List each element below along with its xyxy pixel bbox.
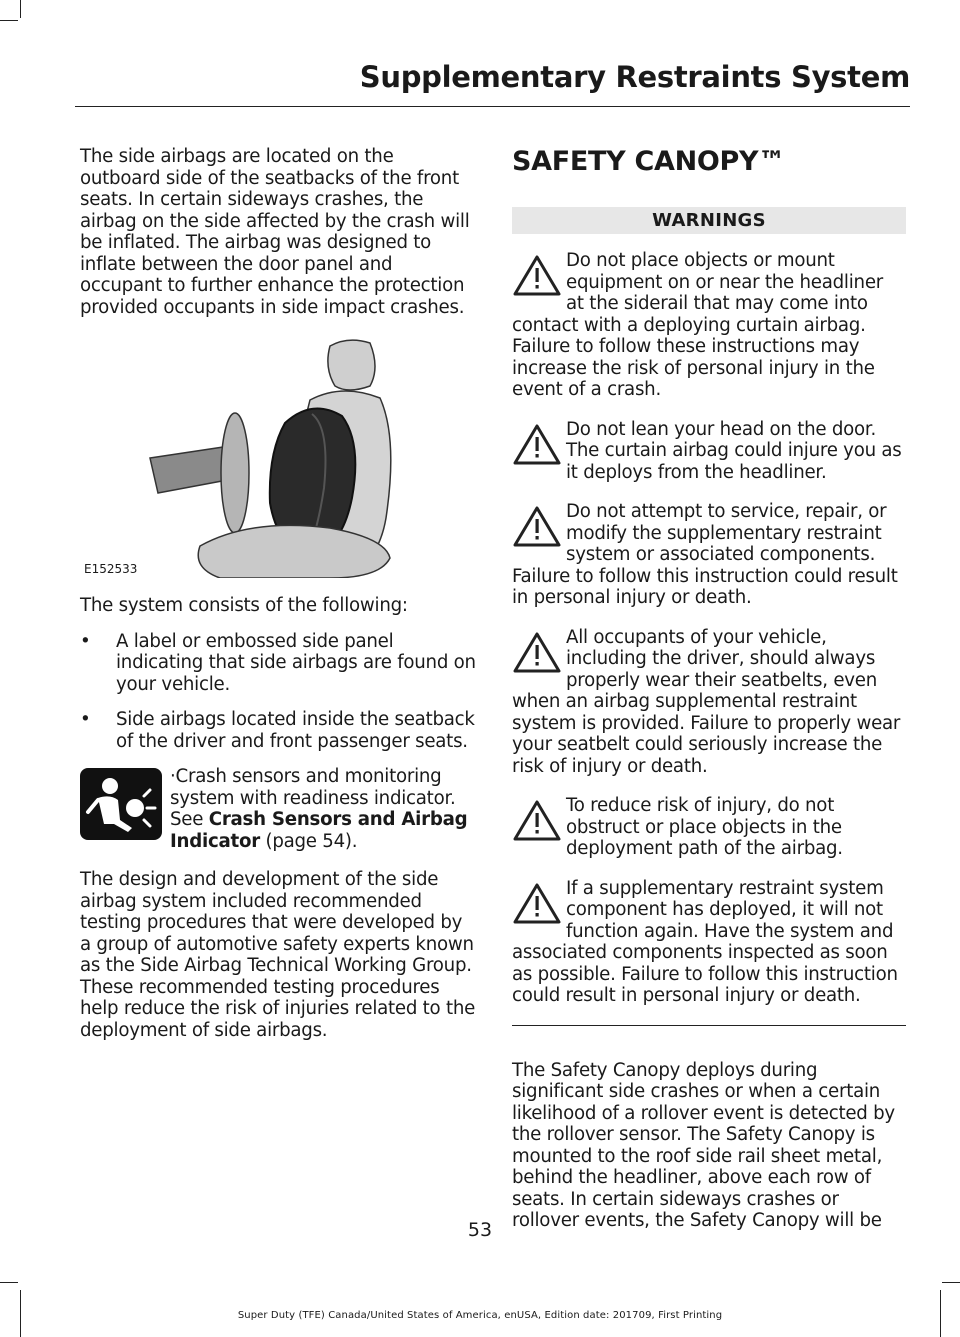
warning-item: Do not attempt to service, repair, or modify the supplementary restraint system or associated components. Failure to follow this instruction could result in personal injury or death. <box>512 501 898 608</box>
figure-code: E152533 <box>84 562 138 576</box>
intro-paragraph: The side airbags are located on the outboard side of the seatbacks of the front seats. In certain sideways crashes, the airbag on the side affected by the crash will be inflated. The airbag was designed to inflate between the door panel and occupant to further enhance the protection provided occupants in side impact crashes. <box>80 146 470 318</box>
page-number: 53 <box>467 1219 493 1241</box>
footer-text: Super Duty (TFE) Canada/United States of America, enUSA, Edition date: 201709, First Printing <box>237 1310 723 1321</box>
crash-sensor-text: ·Crash sensors and monitoring system with readiness indicator. See <box>170 766 456 830</box>
warning-item: To reduce risk of injury, do not obstruct or place objects in the deployment path of the airbag. <box>512 795 906 860</box>
components-list <box>80 631 476 753</box>
warnings-end-rule <box>512 1025 906 1026</box>
warning-item: Do not lean your head on the door. The curtain airbag could injure you as it deploys from the headliner. <box>512 419 906 484</box>
warning-triangle-icon <box>512 254 566 298</box>
warning-item: If a supplementary restraint system component has deployed, it will not function again. Have the system and associated components inspected as soon as possible. Failure to follow this instruction could result in personal injury or death. <box>512 877 898 1006</box>
design-paragraph: The design and development of the side airbag system included recommended testing procedures that were developed by a group of automotive safety experts known as the Side Airbag Technical Working Group. These recommended testing procedures help reduce the risk of injuries related to the deployment of side airbags. <box>80 869 476 1041</box>
left-column <box>80 146 476 1041</box>
page-title: Supplementary Restraints System <box>359 60 910 94</box>
warning-item: Do not place objects or mount equipment on or near the headliner at the siderail that may come into contact with a deploying curtain airbag. Failure to follow these instructions may increase the risk of personal injury in the event of a crash. <box>512 250 883 400</box>
warning-triangle-icon <box>512 631 566 675</box>
airbag-indicator-icon <box>80 768 162 840</box>
section-heading: SAFETY CANOPY™ <box>512 146 785 177</box>
seat-airbag-figure <box>80 328 476 578</box>
warning-triangle-icon <box>512 882 566 926</box>
crop-mark <box>0 1282 18 1283</box>
seat-airbag-illustration-icon <box>80 328 476 578</box>
canopy-paragraph: The Safety Canopy deploys during significant side crashes or when a certain likelihood of a rollover event is detected by the rollover sensor. The Safety Canopy is mounted to the roof side rail sheet metal, behind the headliner, above each row of seats. In certain sideways crashes or rollover events, the Safety Canopy will be <box>512 1059 895 1231</box>
crash-sensor-page: (page 54). <box>259 830 358 852</box>
warnings-header: WARNINGS <box>512 207 906 234</box>
crop-mark <box>0 20 18 21</box>
list-item: • Side airbags located inside the seatback of the driver and front passenger seats. <box>80 709 476 752</box>
system-consists-text: The system consists of the following: <box>80 595 408 616</box>
crop-mark <box>20 0 21 18</box>
warning-triangle-icon <box>512 799 566 843</box>
crash-sensor-link[interactable]: Crash Sensors and Airbag Indicator <box>170 809 468 852</box>
crop-mark <box>942 1282 960 1283</box>
warning-triangle-icon <box>512 505 566 549</box>
warning-triangle-icon <box>512 423 566 467</box>
warning-item: All occupants of your vehicle, including the driver, should always properly wear their seatbelts, even when an airbag supplemental restraint system is provided. Failure to properly wear your seatbelt could seriously increase the risk of injury or death. <box>512 626 901 777</box>
right-column <box>512 146 906 1232</box>
list-item: • A label or embossed side panel indicating that side airbags are found on your vehicle. <box>80 631 476 696</box>
crash-sensor-block <box>80 766 476 852</box>
header-rule <box>75 106 910 107</box>
